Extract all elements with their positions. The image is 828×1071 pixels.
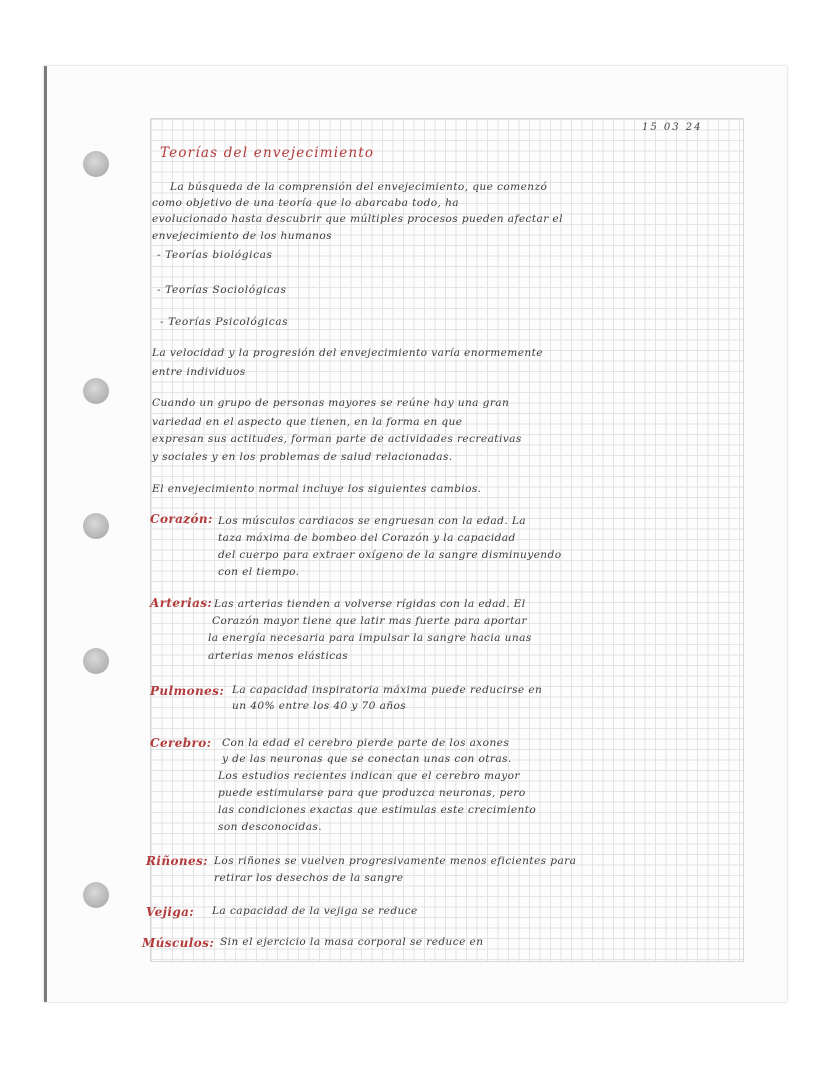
- theory-item: - Teorías Psicológicas: [160, 316, 289, 328]
- organ-label-corazon: Corazón:: [150, 512, 213, 526]
- binder-hole-4: [83, 648, 109, 674]
- organ-line: con el tiempo.: [218, 566, 300, 578]
- organ-line: puede estimularse para que produzca neuronas, pero: [218, 787, 526, 799]
- organ-line: Con la edad el cerebro pierde parte de los axones: [222, 737, 510, 749]
- organ-line: las condiciones exactas que estimulas este crecimiento: [218, 804, 537, 816]
- intro-line: como objetivo de una teoría que lo abarcaba todo, ha: [152, 197, 460, 209]
- velocity-line: La velocidad y la progresión del envejecimiento varía enormemente: [152, 347, 543, 359]
- organ-line: la energía necesaria para impulsar la sangre hacia unas: [208, 632, 532, 644]
- organ-label-arterias: Arterias:: [150, 596, 213, 610]
- binder-hole-5: [83, 882, 109, 908]
- organ-line: Los estudios recientes indican que el cerebro mayor: [218, 770, 520, 782]
- organ-label-pulmones: Pulmones:: [150, 684, 225, 698]
- organ-line: Corazón mayor tiene que latir mas fuerte para aportar: [212, 615, 527, 627]
- organ-line: taza máxima de bombeo del Corazón y la capacidad: [218, 532, 516, 544]
- velocity-line: entre individuos: [152, 366, 246, 378]
- binder-hole-3: [83, 513, 109, 539]
- group-line: y sociales y en los problemas de salud relacionadas.: [152, 451, 453, 463]
- organ-line: del cuerpo para extraer oxígeno de la sangre disminuyendo: [218, 549, 562, 561]
- organ-line: y de las neuronas que se conectan unas con otras.: [222, 753, 512, 765]
- page-title: Teorías del envejecimiento: [160, 145, 375, 161]
- date: 15 03 24: [642, 122, 703, 133]
- binder-hole-2: [83, 378, 109, 404]
- intro-line: evolucionado hasta descubrir que múltiples procesos pueden afectar el: [152, 213, 563, 225]
- organ-line: son desconocidas.: [218, 821, 323, 833]
- organ-label-vejiga: Vejiga:: [146, 905, 195, 919]
- organ-line: Los músculos cardiacos se engruesan con la edad. La: [218, 515, 527, 527]
- organ-line: retirar los desechos de la sangre: [214, 872, 404, 884]
- organ-line: Sin el ejercicio la masa corporal se reduce en: [220, 936, 484, 948]
- organ-line: arterias menos elásticas: [208, 650, 349, 662]
- theory-item: - Teorías biológicas: [157, 249, 273, 261]
- organ-label-musculos: Músculos:: [142, 936, 215, 950]
- intro-line: envejecimiento de los humanos: [152, 230, 332, 242]
- organ-line: La capacidad de la vejiga se reduce: [212, 905, 418, 917]
- organ-label-cerebro: Cerebro:: [150, 736, 212, 750]
- organ-line: Los riñones se vuelven progresivamente menos eficientes para: [214, 855, 577, 867]
- organ-label-rinones: Riñones:: [146, 854, 209, 868]
- group-line: variedad en el aspecto que tienen, en la forma en que: [152, 416, 463, 428]
- theory-item: - Teorías Sociológicas: [157, 284, 287, 296]
- group-line: expresan sus actitudes, forman parte de actividades recreativas: [152, 433, 522, 445]
- organ-line: Las arterias tienden a volverse rígidas con la edad. El: [214, 598, 526, 610]
- binder-hole-1: [83, 151, 109, 177]
- group-line: Cuando un grupo de personas mayores se reúne hay una gran: [152, 397, 510, 409]
- normal-changes: El envejecimiento normal incluye los siguientes cambios.: [152, 483, 482, 495]
- organ-line: La capacidad inspiratoria máxima puede reducirse en: [232, 684, 543, 696]
- intro-line: La búsqueda de la comprensión del envejecimiento, que comenzó: [170, 181, 548, 193]
- organ-line: un 40% entre los 40 y 70 años: [232, 700, 407, 712]
